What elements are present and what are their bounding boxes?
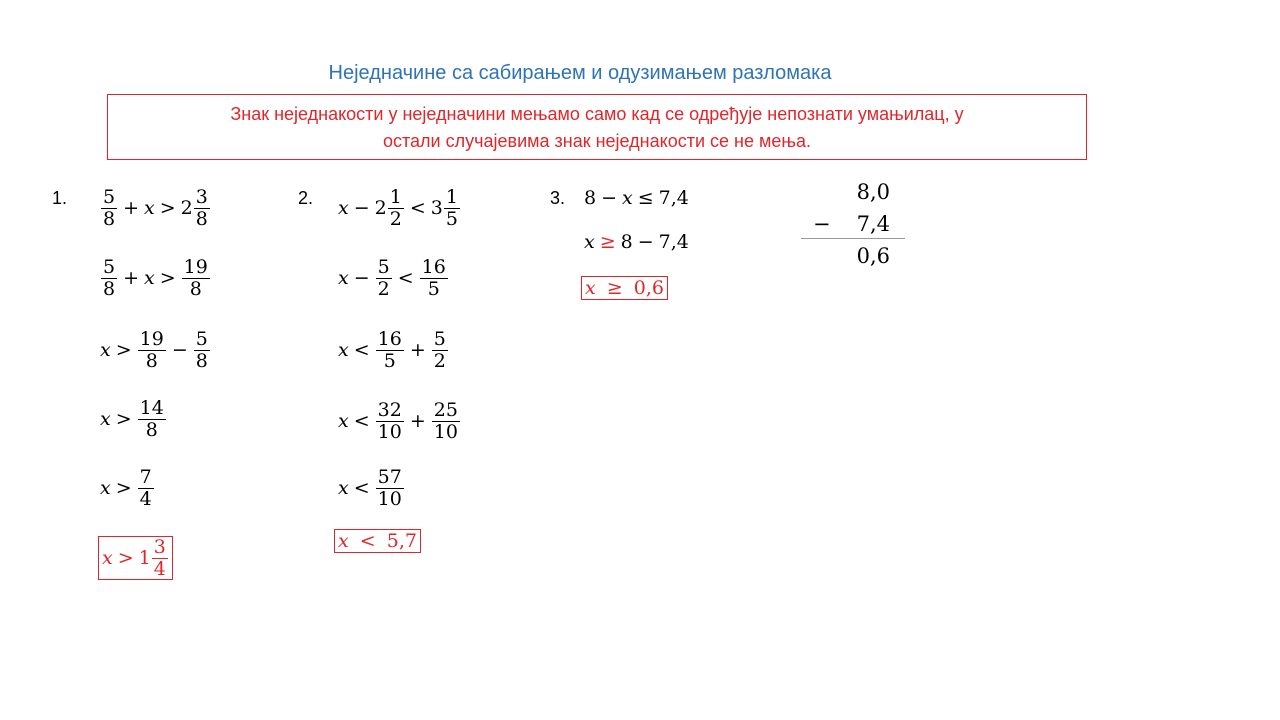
- p1-answer: [98, 530, 173, 586]
- answer-box: 𝑥 < 5,7: [334, 529, 421, 553]
- fraction: $\frac{5}{2}$: [377, 255, 390, 300]
- fraction: $\frac{57}{10}$: [377, 465, 402, 510]
- p2-step-1: 𝑥 − 2 $\frac{1}{2}$ < 3 $\frac{1}{5}$: [338, 185, 458, 230]
- fraction: $\frac{1}{2}$: [389, 185, 402, 230]
- fraction: $\frac{3}{4}$: [153, 535, 166, 580]
- fraction: $\frac{5}{2}$: [433, 327, 446, 372]
- p2-step-2: 𝑥 − $\frac{5}{2}$ < $\frac{16}{5}$: [338, 255, 446, 300]
- problem-3-number: 3.: [550, 188, 566, 208]
- fraction: $\frac{5}{8}$: [103, 185, 116, 230]
- p3-answer: [581, 260, 668, 316]
- p1-step-4: 𝑥 > $\frac{14}{8}$: [100, 396, 164, 441]
- fraction: $\frac{5}{8}$: [195, 327, 208, 372]
- fraction: $\frac{16}{5}$: [377, 327, 402, 372]
- problem-1-number: 1.: [52, 188, 68, 208]
- answer-box: 𝑥 ≥ 0,6: [581, 276, 668, 300]
- fraction: $\frac{3}{8}$: [195, 185, 208, 230]
- fraction: $\frac{14}{8}$: [139, 396, 164, 441]
- p2-step-3: 𝑥 < $\frac{16}{5}$ + $\frac{5}{2}$: [338, 327, 446, 372]
- p2-step-4: 𝑥 < $\frac{32}{10}$ + $\frac{25}{10}$: [338, 398, 458, 443]
- p1-step-3: 𝑥 > $\frac{19}{8}$ − $\frac{5}{8}$: [100, 327, 208, 372]
- p3-step-2: 𝑥 ≥ 8 − 7,4: [584, 231, 689, 253]
- subtraction-bottom: 7,4: [856, 212, 890, 236]
- fraction: $\frac{7}{4}$: [139, 465, 152, 510]
- p1-step-1: $\frac{5}{8}$ + 𝑥 > 2 $\frac{3}{8}$: [103, 185, 208, 230]
- subtraction-result: 0,6: [856, 244, 890, 268]
- rule-box: [107, 94, 1087, 160]
- answer-box: 𝑥 > 1 $\frac{3}{4}$: [98, 536, 173, 581]
- subtraction-line: [801, 238, 905, 239]
- fraction: $\frac{25}{10}$: [433, 398, 458, 443]
- fraction: $\frac{1}{5}$: [445, 185, 458, 230]
- subtraction-top: 8,0: [856, 180, 890, 204]
- fraction: $\frac{5}{8}$: [103, 255, 116, 300]
- p3-step-1: 8 − 𝑥 ≤ 7,4: [584, 187, 689, 209]
- fraction: $\frac{32}{10}$: [377, 398, 402, 443]
- rule-line-2: остали случајевима знак неједнакости се не мења.: [382, 131, 811, 151]
- fraction: $\frac{16}{5}$: [421, 255, 446, 300]
- p2-step-5: 𝑥 < $\frac{57}{10}$: [338, 465, 402, 510]
- subtraction-sign: −: [813, 212, 831, 236]
- p1-step-5: 𝑥 > $\frac{7}{4}$: [100, 465, 152, 510]
- rule-line-1: Знак неједнакости у неједначини мењамо само кад се одређује непознати умањилац, у: [230, 104, 964, 124]
- problem-2-number: 2.: [298, 188, 314, 208]
- fraction: $\frac{19}{8}$: [183, 255, 208, 300]
- p2-answer: [334, 513, 421, 569]
- fraction: $\frac{19}{8}$: [139, 327, 164, 372]
- page-title: Неједначине са сабирањем и одузимањем разломака: [328, 62, 832, 84]
- p1-step-2: $\frac{5}{8}$ + 𝑥 > $\frac{19}{8}$: [103, 255, 208, 300]
